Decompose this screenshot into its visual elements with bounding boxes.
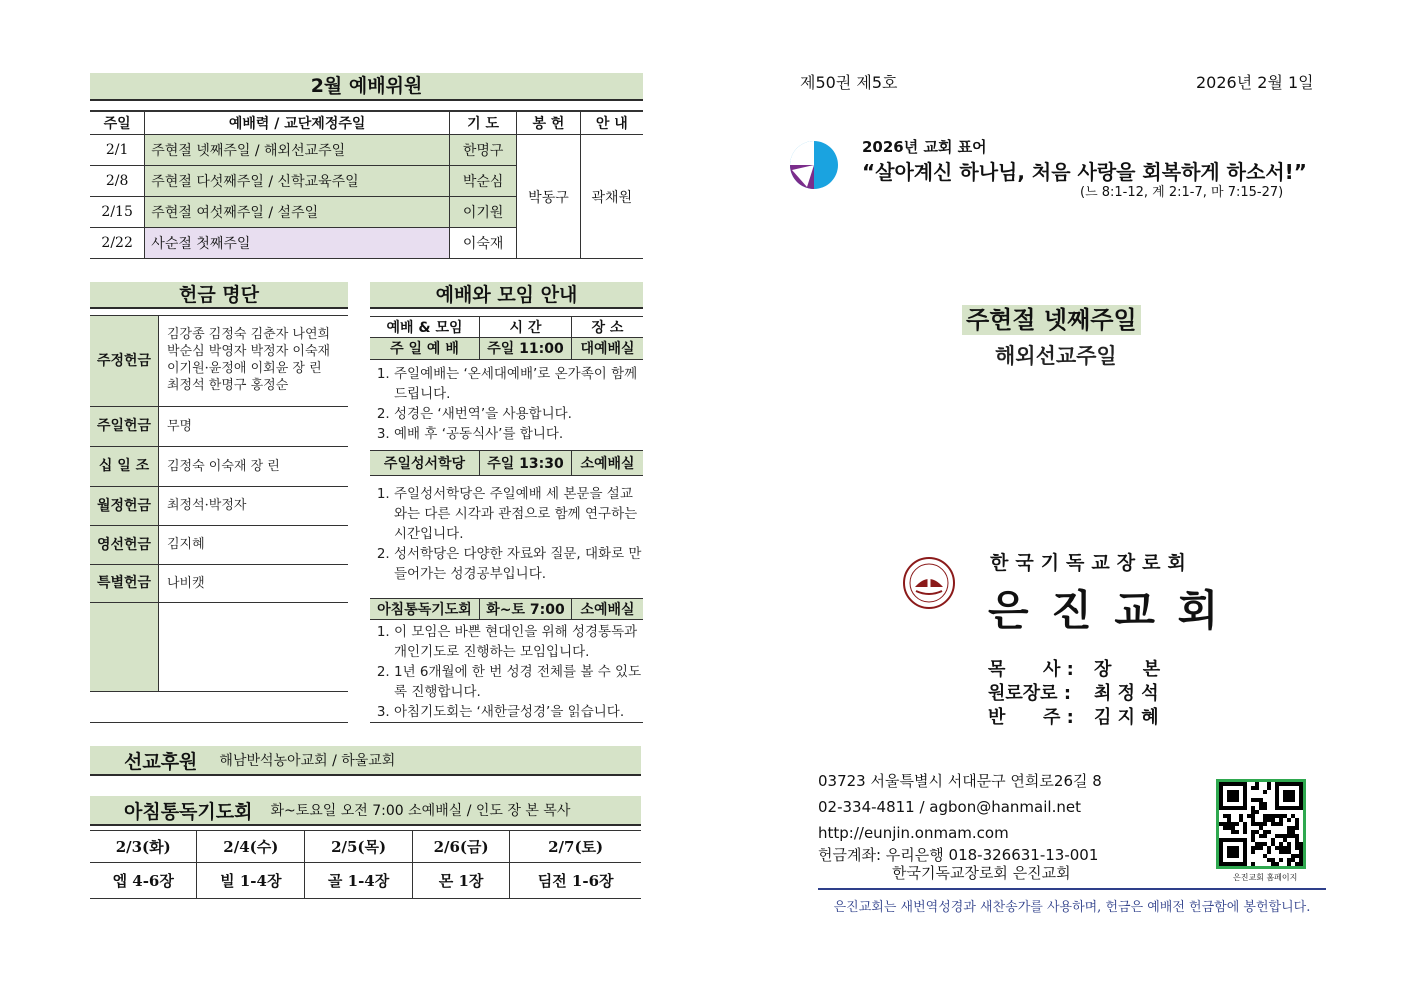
meeting-time: 주일 13:30 (480, 451, 572, 475)
offering-names: 김정숙 이숙재 장 린 (167, 459, 280, 474)
reading-days-row (90, 831, 641, 863)
staff-role: 목 사 : (988, 659, 1074, 680)
website-link[interactable]: http://eunjin.onmam.com (818, 824, 1009, 842)
row-prayer: 이숙재 (449, 228, 516, 259)
meeting-notes (370, 484, 643, 592)
offering-person: 박동구 (517, 135, 580, 259)
church-name: 은 진 교 회 (988, 586, 1223, 635)
footer-note: 은진교회는 새번역성경과 새찬송가를 사용하며, 헌금은 예배전 헌금함에 봉헌합니다. (833, 900, 1311, 915)
worship-committee-title-bar (90, 73, 643, 101)
offering-label: 주정헌금 (90, 316, 159, 406)
account-holder: 한국기독교장로회 은진교회 (892, 864, 1071, 882)
motto-label: 2026년 교회 표어 (862, 138, 987, 156)
staff-list (988, 658, 1160, 730)
note-item: 2. 성서학당은 다양한 자료와 질문, 대화로 만들어가는 성경공부입니다. (394, 544, 643, 584)
offering-names-line: 이기원·윤정애 이회윤 장 린 (167, 361, 322, 376)
table-row (90, 526, 348, 565)
row-event: 주현절 다섯째주일 / 신학교육주일 (145, 166, 450, 197)
staff-name: 김 지 혜 (1094, 707, 1159, 728)
table-row-empty (90, 603, 348, 692)
staff-name: 최 정 석 (1094, 683, 1159, 704)
schedule-title: 예배와 모임 안내 (435, 284, 578, 306)
church-seal-icon (903, 557, 955, 609)
meeting-name: 주 일 예 배 (370, 338, 480, 359)
meeting-notes (370, 364, 643, 444)
col-header-offering: 봉 헌 (517, 111, 580, 135)
morning-prayer-bar (90, 796, 641, 826)
row-prayer: 이기원 (449, 197, 516, 228)
row-prayer: 한명구 (449, 135, 516, 166)
meeting-notes (370, 622, 643, 722)
offering-label: 영선헌금 (90, 526, 159, 564)
offering-names (159, 316, 330, 406)
morning-prayer-title: 아침통독기도회 (124, 800, 253, 823)
note-item: 3. 예배 후 ‘공동식사’를 합니다. (394, 424, 643, 444)
worship-committee-table (90, 110, 643, 259)
denomination-name: 한국기독교장로회 (990, 552, 1193, 574)
note-item: 2. 성경은 ‘새번역’을 사용합니다. (394, 404, 643, 424)
table-row (90, 487, 348, 526)
schedule-header-row (370, 316, 643, 338)
meeting-place: 소예배실 (580, 602, 635, 618)
footer-rule (818, 888, 1326, 890)
offering-label: 십 일 조 (90, 447, 159, 486)
schedule-row (370, 338, 643, 360)
reading-day: 2/4(수) (197, 831, 305, 863)
morning-prayer-text: 화~토요일 오전 7:00 소예배실 / 인도 장 본 목사 (270, 803, 571, 819)
row-event: 주현절 넷째주일 / 해외선교주일 (145, 135, 450, 166)
staff-row (988, 658, 1160, 682)
offering-label: 특별헌금 (90, 565, 159, 602)
mission-title: 선교후원 (124, 750, 198, 773)
reading-passage: 골 1-4장 (305, 863, 413, 899)
col-header-time: 시 간 (480, 317, 572, 337)
meeting-time: 화~토 7:00 (480, 599, 572, 619)
offering-names: 나비캣 (167, 576, 205, 591)
reading-passage: 몬 1장 (412, 863, 509, 899)
reading-passage: 빌 1-4장 (197, 863, 305, 899)
contact-block (818, 768, 1102, 882)
phone-email: 02-334-4811 / agbon@hanmail.net (818, 798, 1081, 816)
reading-day: 2/7(토) (510, 831, 641, 863)
schedule-title-bar (370, 282, 643, 309)
offering-names: 무명 (167, 419, 193, 434)
meeting-name: 주일성서학당 (370, 451, 480, 475)
note-item: 1. 이 모임은 바쁜 현대인을 위해 성경통독과 개인기도로 진행하는 모임입니다. (394, 622, 643, 662)
qr-code-icon[interactable] (1216, 779, 1306, 869)
offering-names-line: 최정석 한명구 홍정순 (167, 378, 289, 393)
col-header-date: 주일 (90, 111, 145, 135)
offering-bottom-rule (90, 722, 348, 723)
account-label: 헌금계좌: (818, 846, 882, 864)
worship-committee-table-wrap (90, 110, 643, 259)
offering-label: 월정헌금 (90, 487, 159, 525)
col-header-prayer: 기 도 (449, 111, 516, 135)
offering-names: 김지혜 (167, 537, 205, 552)
meeting-name: 아침통독기도회 (370, 599, 480, 619)
mission-bar (90, 746, 641, 776)
mission-text: 해남반석농아교회 / 하울교회 (219, 753, 396, 769)
row-date: 2/1 (90, 135, 145, 166)
col-header-meeting: 예배 & 모임 (370, 317, 480, 337)
staff-role: 반 주 : (988, 707, 1074, 728)
note-item: 1. 주일성서학당은 주일예배 세 본문을 설교와는 다른 시각과 관점으로 함께 연구하는 시간입니다. (394, 484, 643, 544)
row-event: 주현절 여섯째주일 / 설주일 (145, 197, 450, 228)
table-row (90, 316, 348, 407)
schedule-table (370, 316, 643, 722)
offering-list-table (90, 315, 348, 692)
reading-day: 2/3(화) (90, 831, 197, 863)
account-bank: 우리은행 018-326631-13-001 (885, 846, 1099, 864)
motto-emblem-icon (789, 140, 839, 190)
offering-names-line: 박순심 박영자 박정자 이숙재 (167, 344, 331, 359)
col-header-place: 장 소 (591, 320, 624, 336)
offering-label-empty (90, 603, 159, 691)
table-row (90, 565, 348, 603)
reading-passage: 엡 4-6장 (90, 863, 197, 899)
staff-role: 원로장로 : (988, 683, 1072, 704)
offering-names: 최정석·박정자 (167, 498, 247, 513)
offering-names-line: 김강종 김정숙 김춘자 나연희 (167, 327, 331, 342)
reading-day: 2/6(금) (412, 831, 509, 863)
worship-committee-title: 2월 예배위원 (310, 75, 423, 97)
meeting-place: 대예배실 (580, 341, 635, 357)
sunday-subtitle: 해외선교주일 (995, 344, 1117, 368)
note-item: 1. 주일예배는 ‘온세대예배’로 온가족이 함께 드립니다. (394, 364, 643, 404)
staff-row (988, 682, 1160, 706)
schedule-row (370, 598, 643, 620)
offering-list-title-bar (90, 282, 348, 309)
row-prayer: 박순심 (449, 166, 516, 197)
meeting-time: 주일 11:00 (480, 338, 572, 359)
offering-label: 주일헌금 (90, 407, 159, 446)
meeting-place: 소예배실 (580, 456, 635, 472)
table-row (90, 407, 348, 447)
bible-reading-table (90, 830, 641, 899)
row-event: 사순절 첫째주일 (145, 228, 450, 259)
row-date: 2/22 (90, 228, 145, 259)
note-item: 3. 아침기도회는 ‘새한글성경’을 읽습니다. (394, 702, 643, 722)
col-header-event: 예배력 / 교단제정주일 (145, 111, 450, 135)
motto-text: “살아계신 하나님, 처음 사랑을 회복하게 하소서!” (862, 160, 1307, 184)
col-header-guide: 안 내 (580, 111, 643, 135)
reading-day: 2/5(목) (305, 831, 413, 863)
motto-reference: (느 8:1-12, 계 2:1-7, 마 7:15-27) (1080, 185, 1284, 200)
staff-name: 장 본 (1094, 659, 1161, 680)
qr-caption: 은진교회 홈페이지 (1233, 873, 1298, 882)
schedule-bottom-rule (370, 722, 643, 723)
account-row (818, 846, 1102, 864)
volume-number: 제50권 제5호 (800, 73, 898, 92)
bible-reading-table-wrap (90, 830, 641, 899)
address: 03723 서울특별시 서대문구 연희로26길 8 (818, 772, 1102, 790)
table-row (90, 135, 643, 166)
row-date: 2/8 (90, 166, 145, 197)
offering-list-title: 헌금 명단 (178, 284, 260, 306)
table-row (90, 447, 348, 487)
staff-row (988, 706, 1160, 730)
sunday-title: 주현절 넷째주일 (962, 305, 1141, 335)
table-header-row (90, 111, 643, 135)
note-item: 2. 1년 6개월에 한 번 성경 전체를 볼 수 있도록 진행합니다. (394, 662, 643, 702)
schedule-row (370, 450, 643, 476)
guide-person: 곽채원 (580, 135, 643, 259)
row-date: 2/15 (90, 197, 145, 228)
reading-passage: 딤전 1-6장 (510, 863, 641, 899)
reading-passages-row (90, 863, 641, 899)
issue-date: 2026년 2월 1일 (1196, 73, 1314, 92)
